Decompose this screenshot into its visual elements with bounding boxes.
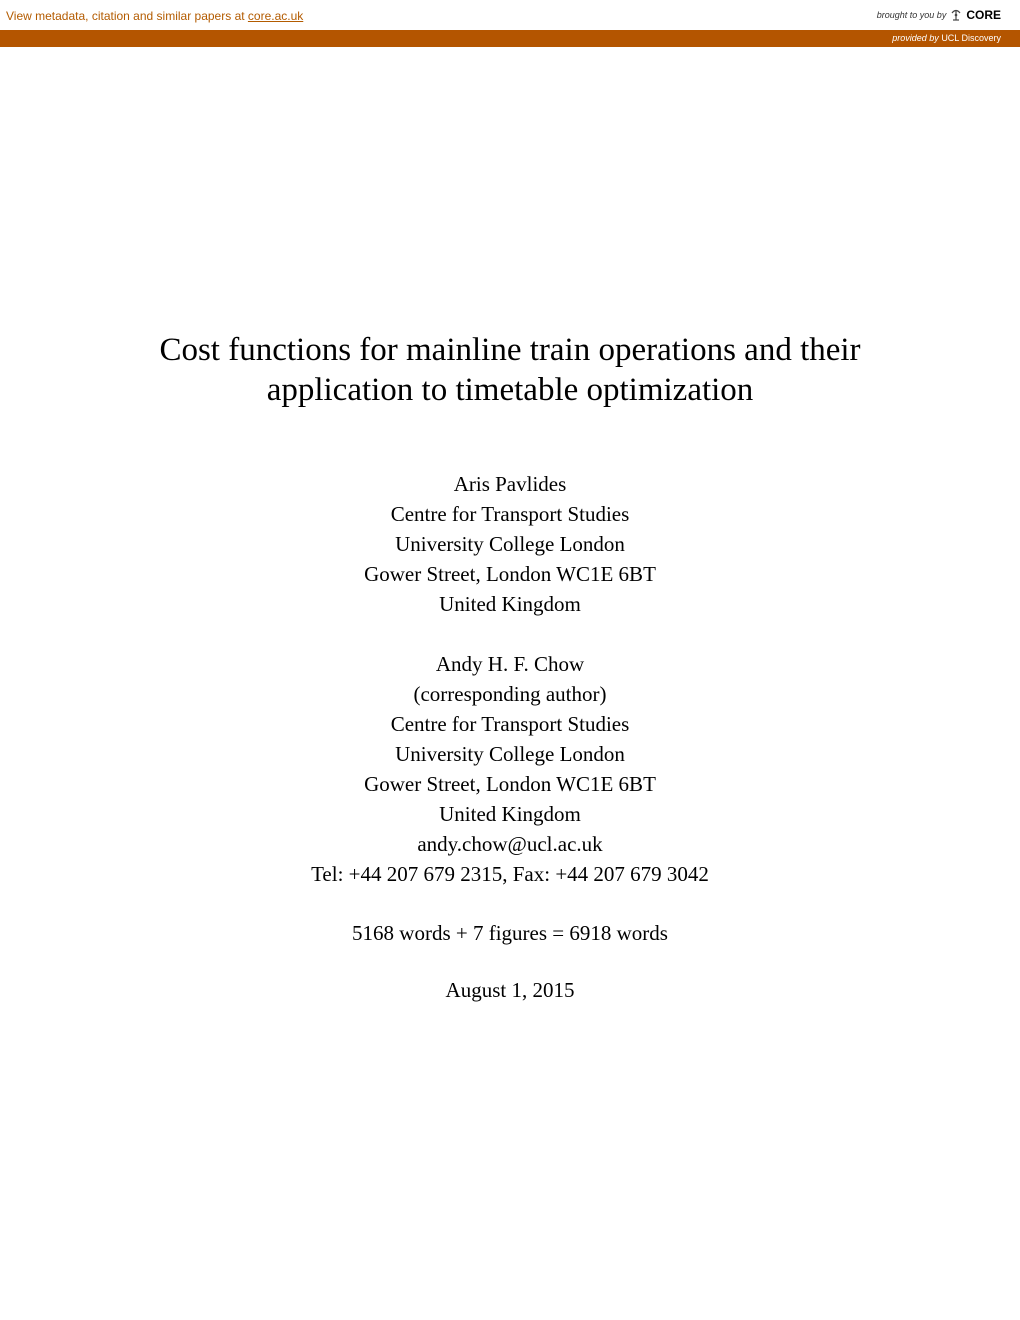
author-institution: University College London <box>395 532 625 556</box>
word-count-text: 5168 words + 7 figures = 6918 words <box>352 921 668 945</box>
paper-title <box>0 330 1020 410</box>
author-country: United Kingdom <box>439 802 581 826</box>
author-country: United Kingdom <box>439 592 581 616</box>
author-name: Andy H. F. Chow <box>435 652 585 676</box>
author-address: Gower Street, London WC1E 6BT <box>364 562 656 586</box>
author-name: Aris Pavlides <box>453 472 567 496</box>
author-email[interactable]: andy.chow@ucl.ac.uk <box>417 832 603 856</box>
author-role: (corresponding author) <box>413 682 607 706</box>
paper-date <box>0 975 1020 1005</box>
core-provider-bar <box>0 30 1020 47</box>
author-institution: University College London <box>395 742 625 766</box>
author-phone-fax: Tel: +44 207 679 2315, Fax: +44 207 679 3042 <box>311 862 709 886</box>
brought-to-you-text: brought to you by <box>876 10 947 20</box>
author-block-1 <box>0 469 1020 619</box>
author-affiliation: Centre for Transport Studies <box>390 712 630 736</box>
author-affiliation: Centre for Transport Studies <box>390 502 630 526</box>
title-line: application to timetable optimization <box>266 372 754 408</box>
core-brought-by[interactable] <box>877 8 1001 22</box>
core-metadata-text: View metadata, citation and similar papers at <box>6 9 248 23</box>
word-count <box>0 918 1020 948</box>
core-provided-by[interactable] <box>892 33 1001 43</box>
date-text: August 1, 2015 <box>445 978 575 1002</box>
core-link[interactable]: core.ac.uk <box>247 9 304 23</box>
provider-name: UCL Discovery <box>941 33 1001 43</box>
core-logo-icon <box>949 8 963 22</box>
author-address: Gower Street, London WC1E 6BT <box>364 772 656 796</box>
title-line: Cost functions for mainline train operations and their <box>159 332 861 368</box>
author-block-2 <box>0 649 1020 889</box>
core-header <box>0 0 1020 30</box>
provided-by-label: provided by <box>892 33 939 43</box>
core-metadata-notice <box>6 9 303 23</box>
core-brand: CORE <box>966 8 1001 22</box>
